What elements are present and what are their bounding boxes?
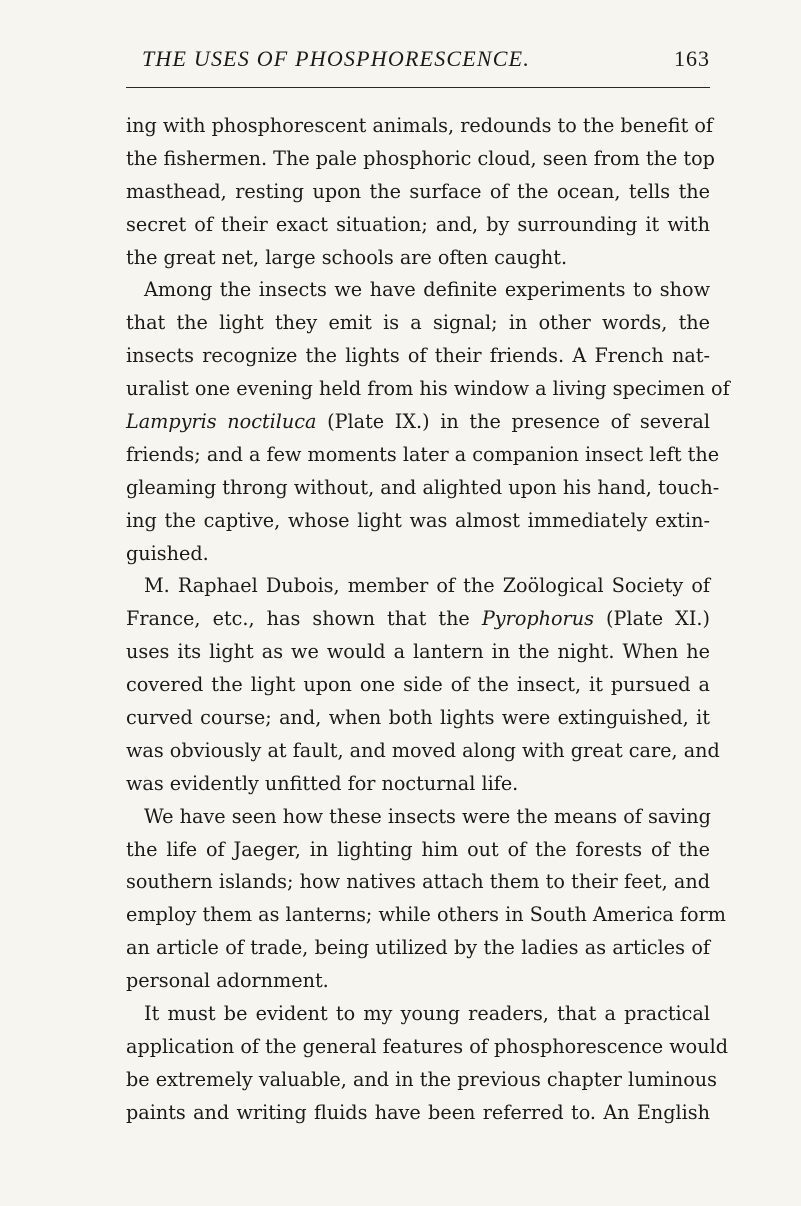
header-rule xyxy=(126,87,710,88)
text-line: Among the insects we have definite experiments to show xyxy=(144,278,710,302)
text-line: guished. xyxy=(126,541,209,565)
text-line: an article of trade, being utilized by the ladies as articles of xyxy=(126,936,710,960)
text-line: the life of Jaeger, in lighting him out of the forests of the xyxy=(126,837,710,861)
italic-species-name: Lampyris noctiluca xyxy=(126,410,317,434)
text-line: Lampyris noctiluca (Plate IX.) in the presence of several xyxy=(126,410,711,434)
text-line: that the light they emit is a signal; in other words, the xyxy=(126,311,710,335)
italic-species-name: Pyrophorus xyxy=(481,607,594,631)
text-line: be extremely valuable, and in the previous chapter luminous xyxy=(126,1067,717,1091)
text-line: was evidently unfitted for nocturnal life. xyxy=(126,771,519,795)
text-line: curved course; and, when both lights were extinguished, it xyxy=(126,706,710,730)
text-line: M. Raphael Dubois, member of the Zoölogical Society of xyxy=(144,574,710,598)
page-number: 163 xyxy=(674,46,710,71)
text-line: insects recognize the lights of their friends. A French nat- xyxy=(126,344,710,368)
text-line: uralist one evening held from his window a living specimen of xyxy=(126,377,730,401)
text-line: the great net, large schools are often caught. xyxy=(126,245,568,269)
text-line: ing with phosphorescent animals, redounds to the benefit of xyxy=(126,114,714,137)
text-line: southern islands; how natives attach them to their feet, and xyxy=(126,870,710,894)
text-line: the fishermen. The pale phosphoric cloud, seen from the top xyxy=(126,146,715,170)
text-line: application of the general features of phosphorescence would xyxy=(126,1034,728,1058)
text-line: We have seen how these insects were the means of saving xyxy=(144,804,711,828)
text-line: uses its light as we would a lantern in the night. When he xyxy=(126,640,710,664)
text-line: covered the light upon one side of the insect, it pursued a xyxy=(126,673,710,697)
text-line: friends; and a few moments later a companion insect left the xyxy=(126,442,720,466)
text-line: personal adornment. xyxy=(126,969,329,993)
body-text xyxy=(126,110,730,1130)
text-line: It must be evident to my young readers, that a practical xyxy=(144,1002,710,1026)
text-line: ing the captive, whose light was almost immediately extin- xyxy=(126,508,710,532)
text-line: France, etc., has shown that the Pyrophorus (Plate XI.) xyxy=(126,607,710,631)
running-head: THE USES OF PHOSPHORESCENCE. xyxy=(142,46,531,71)
text-line: gleaming throng without, and alighted upon his hand, touch- xyxy=(126,475,720,499)
text-line: secret of their exact situation; and, by surrounding it with xyxy=(126,212,710,236)
page-header xyxy=(126,46,710,80)
text-line: employ them as lanterns; while others in South America form xyxy=(126,903,726,927)
text-line: paints and writing fluids have been referred to. An English xyxy=(126,1100,710,1124)
text-line: masthead, resting upon the surface of the ocean, tells the xyxy=(126,179,710,203)
text-line: was obviously at fault, and moved along with great care, and xyxy=(126,738,720,762)
